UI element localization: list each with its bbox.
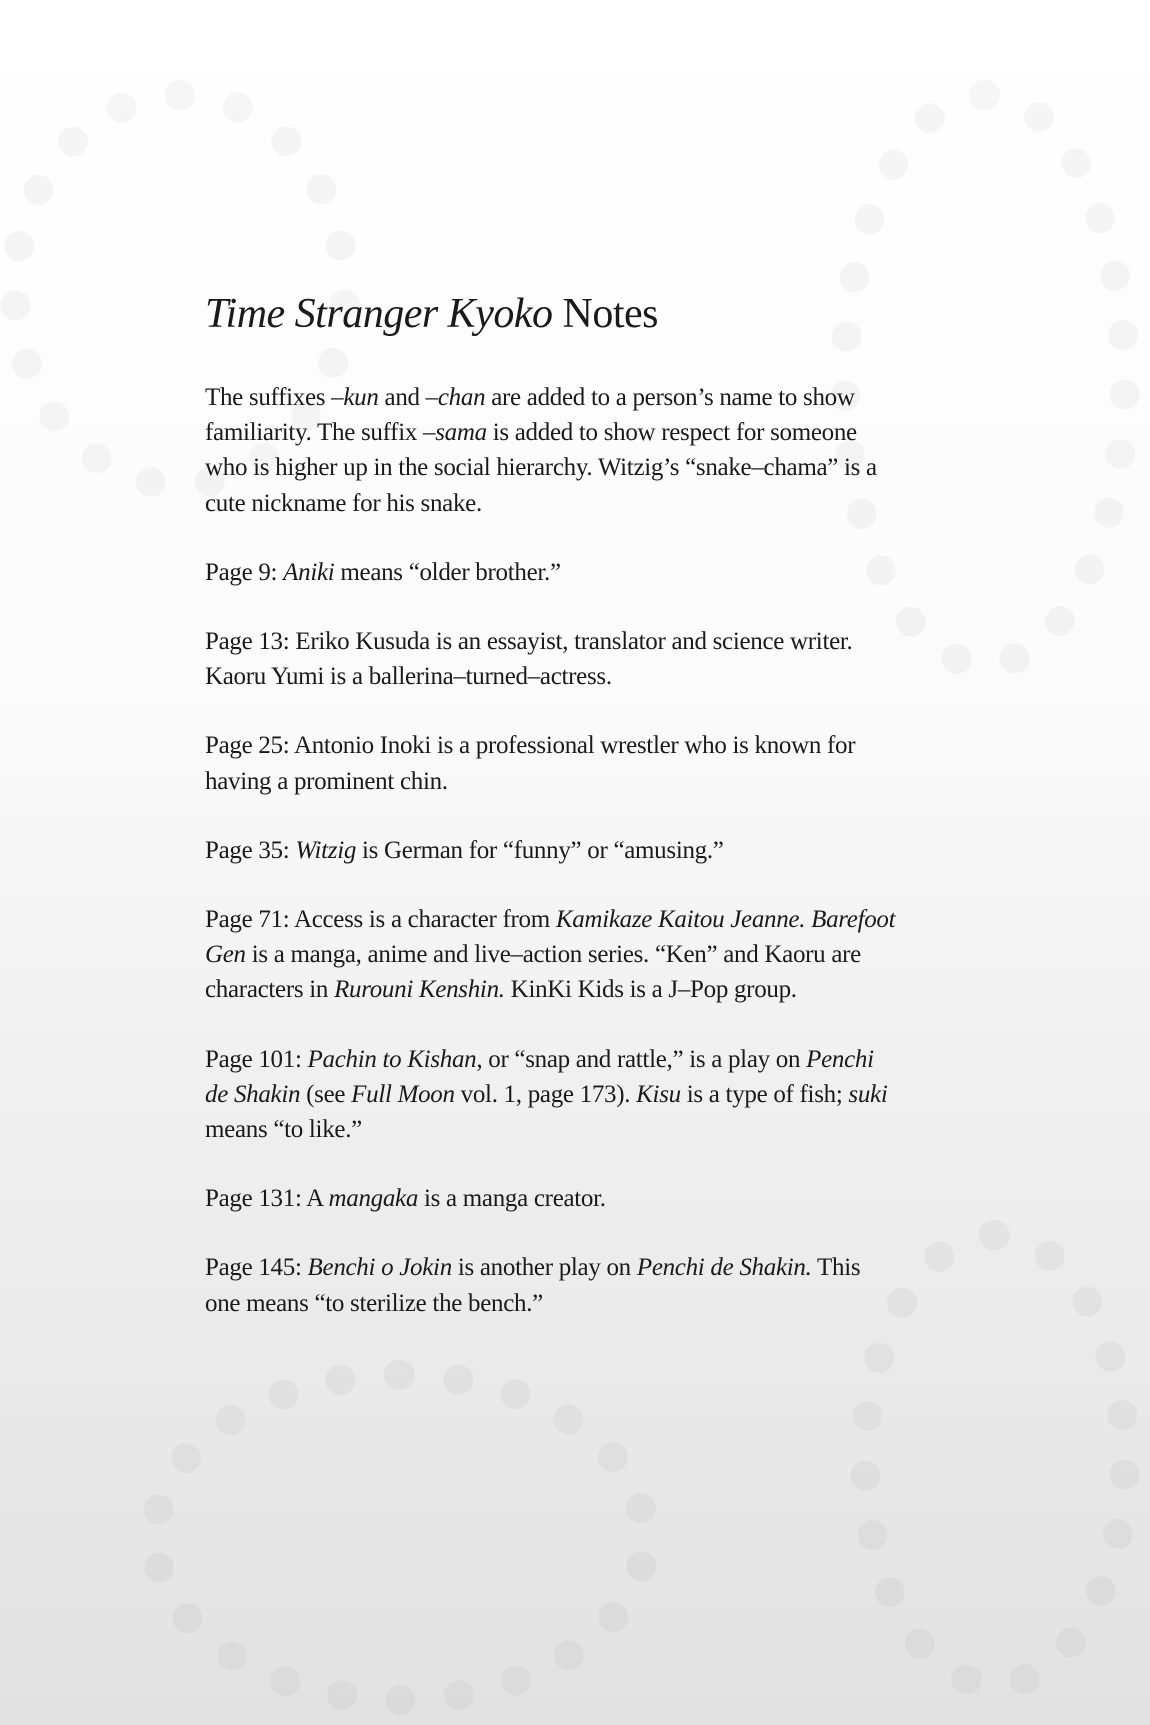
text-line [205, 764, 1005, 799]
text-run: familiarity. The suffix – [205, 419, 436, 447]
italic-term: mangaka [328, 1185, 419, 1213]
title-italic: Time Stranger Kyoko [205, 291, 553, 337]
text-run: cute nickname for his snake. [205, 489, 482, 517]
italic-term: Penchi de Shakin. [636, 1254, 812, 1282]
text-run: who is higher up in the social hierarchy. Witzig’s “snake–chama” is a [205, 454, 877, 482]
text-line [205, 833, 1005, 868]
text-run: and – [378, 384, 438, 411]
text-line [205, 380, 1005, 415]
note-paragraph [205, 555, 1005, 590]
text-run: is a type of fish; [680, 1080, 849, 1108]
note-paragraph [205, 728, 1005, 798]
text-line [205, 1042, 1005, 1077]
text-run: vol. 1, page 173). [454, 1080, 637, 1108]
title-rest: Notes [552, 291, 658, 337]
text-run: is German for “funny” or “amusing.” [356, 836, 724, 864]
text-line [205, 902, 1005, 937]
text-line [205, 972, 1005, 1007]
text-run: Page 35: [205, 836, 296, 864]
text-line [205, 659, 1005, 694]
text-line [205, 1112, 1005, 1147]
italic-term: Witzig [295, 836, 357, 864]
text-run: (see [300, 1080, 352, 1108]
text-run: Page 25: Antonio Inoki is a professional wrestler who is known for [205, 732, 856, 760]
note-paragraph [205, 1181, 1005, 1216]
page-title [205, 290, 658, 338]
italic-term: de Shakin [205, 1080, 301, 1108]
text-run: Page 131: A [205, 1185, 329, 1213]
note-paragraph [205, 902, 1005, 1008]
italic-term: Aniki [283, 558, 335, 586]
text-run: Page 13: Eriko Kusuda is an essayist, translator and science writer. [205, 628, 853, 656]
text-line [205, 486, 1005, 521]
text-run: one means “to sterilize the bench.” [205, 1289, 543, 1317]
text-run: are added to a person’s name to show [485, 384, 855, 411]
italic-term: Pachin to Kishan [307, 1045, 477, 1073]
note-paragraph [205, 833, 1005, 868]
italic-term: Penchi [806, 1045, 874, 1073]
text-run: Page 145: [205, 1254, 308, 1282]
text-run: Page 9: [205, 558, 284, 586]
text-run: Page 101: [205, 1045, 308, 1073]
italic-term: Rurouni Kenshin. [334, 976, 505, 1004]
italic-term: chan [437, 384, 486, 411]
note-paragraph [205, 624, 1005, 694]
text-run: characters in [205, 976, 335, 1004]
text-run: The suffixes – [205, 384, 344, 411]
text-run: is a manga, anime and live–action series. “Ken” and Kaoru are [245, 941, 861, 969]
italic-term: Full Moon [351, 1080, 455, 1108]
text-line [205, 937, 1005, 972]
text-run: means “older brother.” [334, 558, 561, 586]
text-run: is a manga creator. [418, 1185, 606, 1213]
text-line [205, 1286, 1005, 1321]
text-run: is added to show respect for someone [486, 419, 857, 447]
text-line [205, 555, 1005, 590]
note-paragraph [205, 1042, 1005, 1148]
italic-term: sama [435, 419, 487, 447]
background-floral-pattern [140, 1360, 660, 1715]
text-line [205, 1077, 1005, 1112]
italic-term: suki [848, 1080, 888, 1108]
note-paragraph [205, 1250, 1005, 1320]
text-line [205, 1181, 1005, 1216]
note-paragraph [205, 380, 1005, 521]
italic-term: Gen [205, 941, 246, 969]
text-line [205, 450, 1005, 485]
text-run: KinKi Kids is a J–Pop group. [504, 976, 797, 1004]
italic-term: Benchi o Jokin [307, 1254, 452, 1282]
text-line [205, 1250, 1005, 1285]
text-line [205, 728, 1005, 763]
text-run: means “to like.” [205, 1116, 362, 1144]
text-line [205, 624, 1005, 659]
italic-term: Kamikaze Kaitou Jeanne. Barefoot [555, 906, 896, 934]
text-run: having a prominent chin. [205, 767, 448, 795]
text-line [205, 415, 1005, 450]
text-run: , or “snap and rattle,” is a play on [476, 1045, 807, 1073]
text-run: is another play on [451, 1254, 637, 1282]
italic-term: kun [343, 384, 379, 411]
text-run: Page 71: Access is a character from [205, 906, 556, 934]
text-run: This [811, 1254, 861, 1282]
text-run: Kaoru Yumi is a ballerina–turned–actress. [205, 663, 612, 691]
italic-term: Kisu [636, 1080, 681, 1108]
notes-body [205, 380, 1005, 1355]
